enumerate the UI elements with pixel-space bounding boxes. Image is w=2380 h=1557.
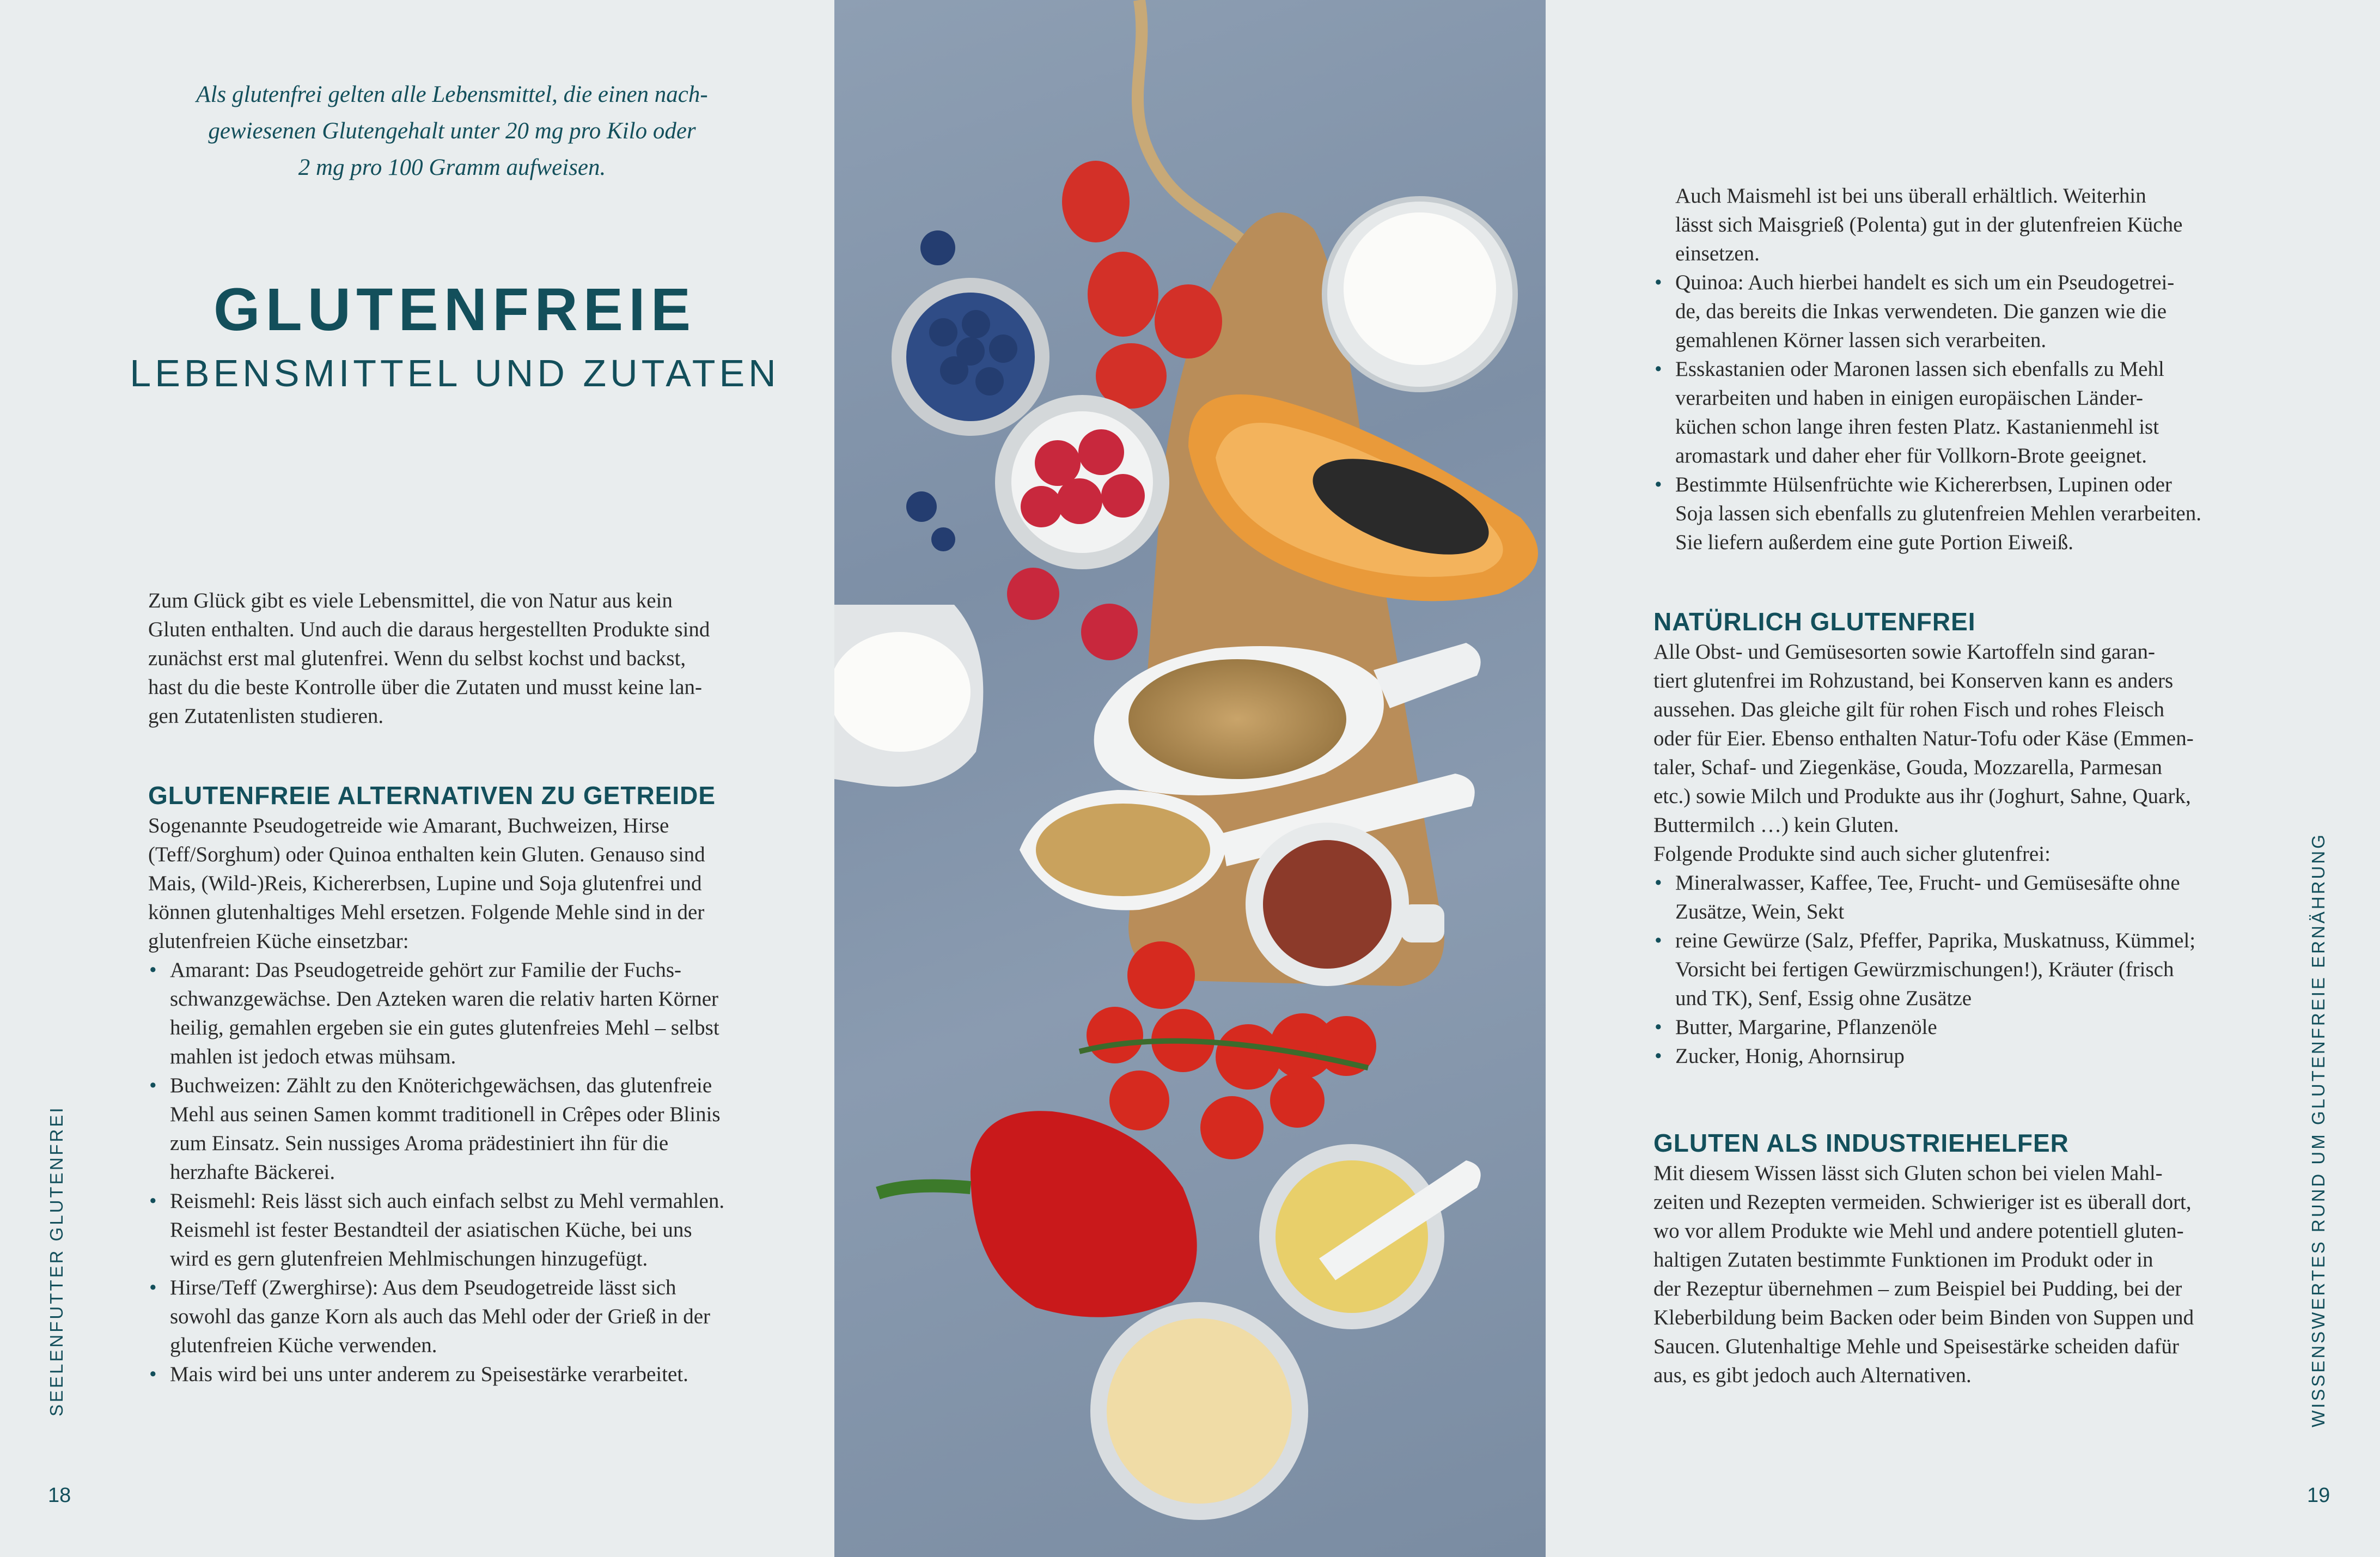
text-line: haltigen Zutaten bestimmte Funktionen im Produkt oder in	[1653, 1248, 2153, 1272]
text-line: Saucen. Glutenhaltige Mehle und Speisestärke scheiden dafür	[1653, 1335, 2179, 1358]
quote-line: gewiesenen Glutengehalt unter 20 mg pro Kilo oder	[208, 118, 696, 144]
text-line: • Esskastanien oder Maronen lassen sich ebenfalls zu Mehl	[1675, 357, 2164, 381]
text-line: aussehen. Das gleiche gilt für rohen Fisch und rohes Fleisch	[1653, 698, 2164, 721]
page-subtitle: LEBENSMITTEL UND ZUTATEN	[130, 352, 780, 394]
text-line: Zusätze, Wein, Sekt	[1675, 900, 1845, 923]
intro-quote	[158, 76, 746, 186]
text-line: glutenfreien Küche einsetzbar:	[148, 929, 409, 953]
text-line: Zum Glück gibt es viele Lebensmittel, die von Natur aus kein	[148, 589, 673, 612]
list-item	[148, 956, 791, 1071]
text-line: schwanzgewächse. Den Azteken waren die relativ harten Körner	[170, 987, 719, 1011]
list-item	[148, 1071, 791, 1187]
blueberry-icon	[920, 230, 955, 265]
list-item	[1653, 470, 2263, 557]
text-line: Folgende Produkte sind auch sicher glutenfrei:	[1653, 842, 2051, 866]
text-line: Sogenannte Pseudogetreide wie Amarant, Buchweizen, Hirse	[148, 814, 669, 837]
page-number-left: 18	[48, 1484, 71, 1507]
flour-list	[148, 956, 791, 1389]
text-line: etc.) sowie Milch und Produkte aus ihr (Joghurt, Sahne, Quark,	[1653, 784, 2191, 808]
text-line: Vorsicht bei fertigen Gewürzmischungen!), Kräuter (frisch	[1675, 958, 2174, 981]
text-line: herzhafte Bäckerei.	[170, 1160, 335, 1184]
text-line: (Teff/Sorghum) oder Quinoa enthalten kein Gluten. Genauso sind	[148, 843, 705, 866]
text-line: • Reismehl: Reis lässt sich auch einfach selbst zu Mehl vermahlen.	[170, 1189, 725, 1213]
text-line: Buttermilch …) kein Gluten.	[1653, 813, 1899, 837]
text-line: Alle Obst- und Gemüsesorten sowie Kartoffeln sind garan-	[1653, 640, 2155, 664]
section-heading: GLUTENFREIE ALTERNATIVEN ZU GETREIDE	[148, 781, 716, 810]
text-line: zunächst erst mal glutenfrei. Wenn du selbst kochst und backst,	[148, 647, 686, 670]
text-line: können glutenhaltiges Mehl ersetzen. Folgende Mehle sind in der	[148, 901, 705, 924]
text-line: zum Einsatz. Sein nussiges Aroma prädestiniert ihn für die	[170, 1132, 669, 1155]
text-line: • Mais wird bei uns unter anderem zu Speisestärke verarbeitet.	[170, 1363, 688, 1386]
section-industrial-helper	[1653, 1129, 2269, 1390]
text-line: • Hirse/Teff (Zwerghirse): Aus dem Pseudogetreide lässt sich	[170, 1276, 676, 1299]
text-line: aus, es gibt jedoch auch Alternativen.	[1653, 1364, 1972, 1387]
text-line: de, das bereits die Inkas verwendeten. Die ganzen wie die	[1675, 300, 2167, 323]
list-item	[1653, 1013, 2269, 1042]
text-line: Mehl aus seinen Samen kommt traditionell in Crêpes oder Blinis	[170, 1103, 721, 1126]
text-line: • Amarant: Das Pseudogetreide gehört zur Familie der Fuchs-	[170, 958, 681, 982]
text-line: gen Zutatenlisten studieren.	[148, 704, 384, 728]
text-line: oder für Eier. Ebenso enthalten Natur-Tofu oder Käse (Emmen-	[1653, 727, 2194, 750]
rope-icon	[1138, 0, 1248, 245]
text-line: lässt sich Maisgrieß (Polenta) gut in der glutenfreien Küche	[1675, 213, 2183, 236]
text-line: • Zucker, Honig, Ahornsirup	[1675, 1044, 1905, 1068]
list-item	[1653, 1042, 2269, 1071]
text-line: verarbeiten und haben in einigen europäischen Länder-	[1675, 386, 2144, 410]
list-item	[1653, 268, 2263, 355]
text-line: mahlen ist jedoch etwas mühsam.	[170, 1045, 456, 1068]
text-line: tiert glutenfrei im Rohzustand, bei Konserven kann es anders	[1653, 669, 2174, 692]
text-line: der Rezeptur übernehmen – zum Beispiel bei Pudding, bei der	[1653, 1277, 2182, 1300]
text-line: • Mineralwasser, Kaffee, Tee, Frucht- und Gemüsesäfte ohne	[1675, 871, 2180, 895]
text-line: taler, Schaf- und Ziegenkäse, Gouda, Mozzarella, Parmesan	[1653, 756, 2163, 779]
text-line: Sie liefern außerdem eine gute Portion Eiweiß.	[1675, 531, 2074, 554]
list-item	[1653, 868, 2269, 926]
text-line: • Buchweizen: Zählt zu den Knöterichgewächsen, das glutenfreie	[170, 1074, 712, 1097]
text-line: wo vor allem Produkte wie Mehl und andere potentiell gluten-	[1653, 1219, 2184, 1243]
text-line: Kleberbildung beim Backen oder beim Binden von Suppen und	[1653, 1306, 2194, 1329]
text-line: • reine Gewürze (Salz, Pfeffer, Paprika, Muskatnuss, Kümmel;	[1675, 929, 2196, 952]
text-line: Mais, (Wild-)Reis, Kichererbsen, Lupine und Soja glutenfrei und	[148, 872, 702, 895]
text-line: zeiten und Rezepten vermeiden. Schwieriger ist es überall dort,	[1653, 1190, 2192, 1214]
text-line: Mit diesem Wissen lässt sich Gluten schon bei vielen Mahl-	[1653, 1161, 2163, 1185]
running-head-right: WISSENSWERTES RUND UM GLUTENFREIE ERNÄHRUNG	[2308, 832, 2328, 1427]
text-line: • Bestimmte Hülsenfrüchte wie Kichererbsen, Lupinen oder	[1675, 473, 2172, 496]
quote-line: 2 mg pro 100 Gramm aufweisen.	[298, 155, 606, 180]
running-head-left: SEELENFUTTER GLUTENFREI	[46, 1105, 66, 1416]
list-item	[1653, 355, 2263, 470]
safe-products-list	[1653, 868, 2269, 1071]
text-line: aromastark und daher eher für Vollkorn-Brote geeignet.	[1675, 444, 2147, 467]
text-line: heilig, gemahlen ergeben sie ein gutes glutenfreies Mehl – selbst	[170, 1016, 719, 1039]
text-line: sowohl das ganze Korn als auch das Mehl oder der Grieß in der	[170, 1305, 711, 1328]
continued-list	[1653, 181, 2263, 557]
food-photo	[834, 0, 1546, 1557]
text-line: gemahlenen Körner lassen sich verarbeiten.	[1675, 329, 2047, 352]
section-naturally-glutenfree	[1653, 607, 2269, 1071]
text-line: küchen schon lange ihren festen Platz. Kastanienmehl ist	[1675, 415, 2159, 439]
list-item	[148, 1360, 791, 1389]
text-line: einsetzen.	[1675, 242, 1760, 265]
text-line: hast du die beste Kontrolle über die Zutaten und musst keine lan-	[148, 676, 702, 699]
quote-line: Als glutenfrei gelten alle Lebensmittel, die einen nach-	[196, 82, 708, 107]
list-item	[1653, 926, 2269, 1013]
text-line: Auch Maismehl ist bei uns überall erhältlich. Weiterhin	[1675, 184, 2146, 208]
text-line: Gluten enthalten. Und auch die daraus hergestellten Produkte sind	[148, 618, 710, 641]
section-heading: GLUTEN ALS INDUSTRIEHELFER	[1653, 1129, 2069, 1157]
text-line: und TK), Senf, Essig ohne Zusätze	[1675, 987, 1972, 1010]
text-line: • Quinoa: Auch hierbei handelt es sich um ein Pseudogetrei-	[1675, 271, 2175, 294]
text-line: • Butter, Margarine, Pflanzenöle	[1675, 1015, 1937, 1039]
list-item	[148, 1273, 791, 1360]
ingredients-illustration	[834, 0, 1546, 1557]
page-number-right: 19	[2307, 1484, 2330, 1507]
section-heading: NATÜRLICH GLUTENFREI	[1653, 607, 1976, 636]
flour-list-continued	[1653, 268, 2263, 557]
page-title: GLUTENFREIE	[213, 276, 697, 343]
text-line: Reismehl ist fester Bestandteil der asiatischen Küche, bei uns	[170, 1218, 692, 1242]
section-alternatives	[148, 781, 791, 1389]
text-line: Soja lassen sich ebenfalls zu glutenfreien Mehlen verarbeiten.	[1675, 502, 2201, 525]
text-line: wird es gern glutenfreien Mehlmischungen hinzugefügt.	[170, 1247, 648, 1270]
text-line: glutenfreien Küche verwenden.	[170, 1334, 437, 1357]
intro-paragraph	[148, 586, 780, 731]
red-pepper-icon	[971, 1111, 1197, 1317]
list-item	[148, 1187, 791, 1273]
